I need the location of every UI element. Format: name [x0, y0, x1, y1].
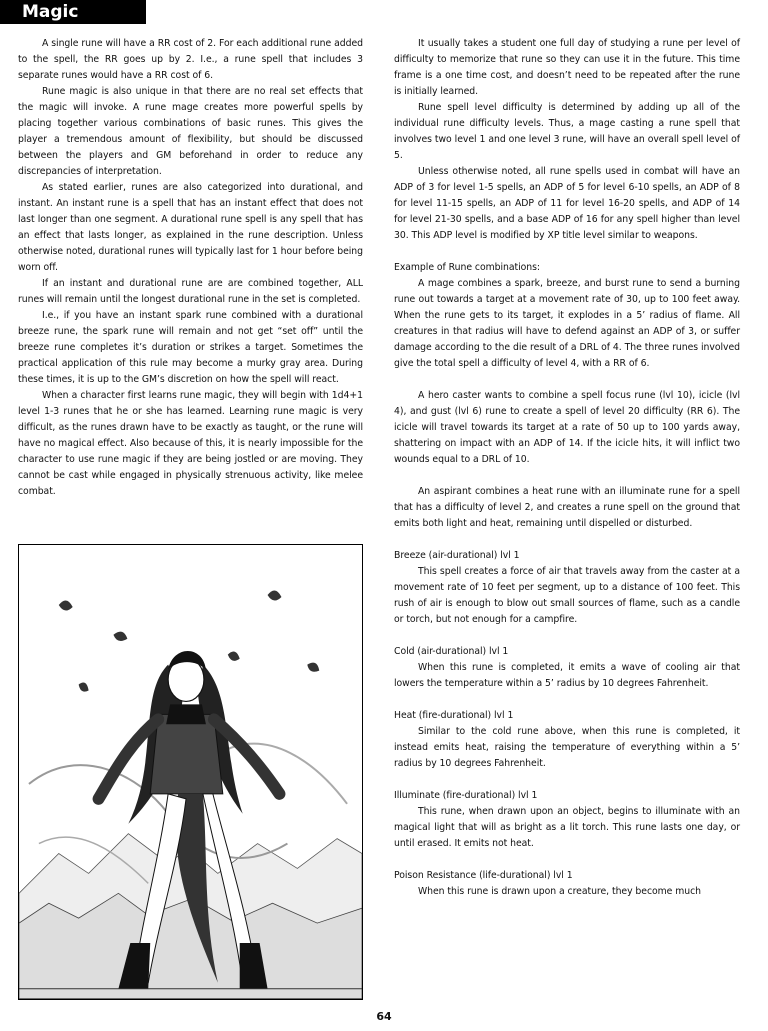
- rune-description: When this rune is drawn upon a creature, they become much: [418, 886, 701, 897]
- paragraph: When a character first learns rune magic, they will begin with 1d4+1 level 1-3 runes that he or she has learned. Learning rune magic is very difficult, as the runes drawn have to be exactly as taught, or the rune will have no magical effect. Also because of this, it is nearly impossible for the character to use rune magic if they are being jostled or are moving. They cannot be cast while engaged in physically strenuous activity, like melee combat.: [18, 390, 363, 497]
- rune-title: Breeze (air-durational) lvl 1: [394, 550, 520, 561]
- section-title-tab: Magic: [0, 0, 146, 24]
- rune-description: Similar to the cold rune above, when this rune is completed, it instead emits heat, raising the temperature of everything within a 5’ radius by 10 degrees Fahrenheit.: [394, 726, 740, 769]
- paragraph: A single rune will have a RR cost of 2. For each additional rune added to the spell, the RR goes up by 2. I.e., a rune spell that includes 3 separate runes would have a RR cost of 6.: [18, 38, 363, 81]
- left-column: [18, 36, 363, 500]
- paragraph: As stated earlier, runes are also categorized into durational, and instant. An instant rune is a spell that has an instant effect that does not last longer than one segment. A durational rune spell is any spell that has an effect that lasts longer, as explained in the rune description. Unless otherwise noted, durational runes will typically last for 1 hour before being worn off.: [18, 182, 363, 273]
- sorceress-drawing: [19, 545, 362, 999]
- example-paragraph: An aspirant combines a heat rune with an illuminate rune for a spell that has a difficulty of level 2, and creates a rune spell on the ground that emits both light and heat, remaining until dispelled or disturbed.: [394, 486, 740, 529]
- rune-mage-illustration: [18, 544, 363, 1000]
- example-paragraph: A hero caster wants to combine a spell focus rune (lvl 10), icicle (lvl 4), and gust (lvl 6) rune to create a spell of level 20 difficulty (RR 6). The icicle will travel towards its target at a rate of 50 up to 100 yards away, shattering on impact with an ADP of 14. If the icicle hits, it will inflict two wounds equal to a DRL of 10.: [394, 390, 740, 465]
- examples-heading: Example of Rune combinations:: [394, 262, 540, 273]
- paragraph: Rune spell level difficulty is determined by adding up all of the individual rune difficulty levels. Thus, a mage casting a rune spell that involves two level 1 and one level 3 rune, will have an overall spell level of 5.: [394, 102, 740, 161]
- paragraph: Rune magic is also unique in that there are no real set effects that the magic will invoke. A rune mage creates more powerful spells by placing together various combinations of basic runes. This gives the player a tremendous amount of flexibility, but should be discussed between the players and GM beforehand in order to reduce any discrepancies of interpretation.: [18, 86, 363, 177]
- paragraph: I.e., if you have an instant spark rune combined with a durational breeze rune, the spark rune will remain and not get “set off” until the breeze rune completes it’s duration or strikes a target. Sometimes the practical application of this rule may become a murky gray area. During these times, it is up to the GM’s discretion on how the spell will react.: [18, 310, 363, 385]
- rune-title: Cold (air-durational) lvl 1: [394, 646, 509, 657]
- rune-title: Poison Resistance (life-durational) lvl 1: [394, 870, 573, 881]
- rune-description: When this rune is completed, it emits a wave of cooling air that lowers the temperature within a 5’ radius by 10 degrees Fahrenheit.: [394, 662, 740, 689]
- right-column: [394, 36, 740, 900]
- paragraph: If an instant and durational rune are are combined together, ALL runes will remain until the longest durational rune in the set is completed.: [18, 278, 363, 305]
- rune-description: This rune, when drawn upon an object, begins to illuminate with an magical light that will as bright as a lit torch. This rune lasts one day, or until erased. It emits not heat.: [394, 806, 740, 849]
- paragraph: Unless otherwise noted, all rune spells used in combat will have an ADP of 3 for level 1-5 spells, an ADP of 5 for level 6-10 spells, an ADP of 8 for level 11-15 spells, an ADP of 11 for level 16-20 spells, and ADP of 14 for level 21-30 spells, and a base ADP of 16 for any spell higher than level 30. This ADP level is modified by XP title level similar to weapons.: [394, 166, 740, 241]
- rune-title: Illuminate (fire-durational) lvl 1: [394, 790, 538, 801]
- rune-description: This spell creates a force of air that travels away from the caster at a movement rate of 10 feet per segment, up to a distance of 100 feet. This rush of air is enough to blow out small sources of flame, such as a candle or torch, but not enough for a campfire.: [394, 566, 740, 625]
- example-paragraph: A mage combines a spark, breeze, and burst rune to send a burning rune out towards a target at a movement rate of 30, up to 100 feet away. When the rune gets to its target, it explodes in a 5’ radius of flame. All creatures in that radius will have to defend against an ADP of 3, or suffer damage according to the die result of a DRL of 4. The three runes involved give the total spell a difficulty of level 4, with a RR of 6.: [394, 278, 740, 369]
- page-number: 64: [376, 1010, 392, 1023]
- rune-title: Heat (fire-durational) lvl 1: [394, 710, 514, 721]
- paragraph: It usually takes a student one full day of studying a rune per level of difficulty to memorize that rune so they can use it in the future. This time frame is a one time cost, and doesn’t need to be repeated after the rune is initially learned.: [394, 38, 740, 97]
